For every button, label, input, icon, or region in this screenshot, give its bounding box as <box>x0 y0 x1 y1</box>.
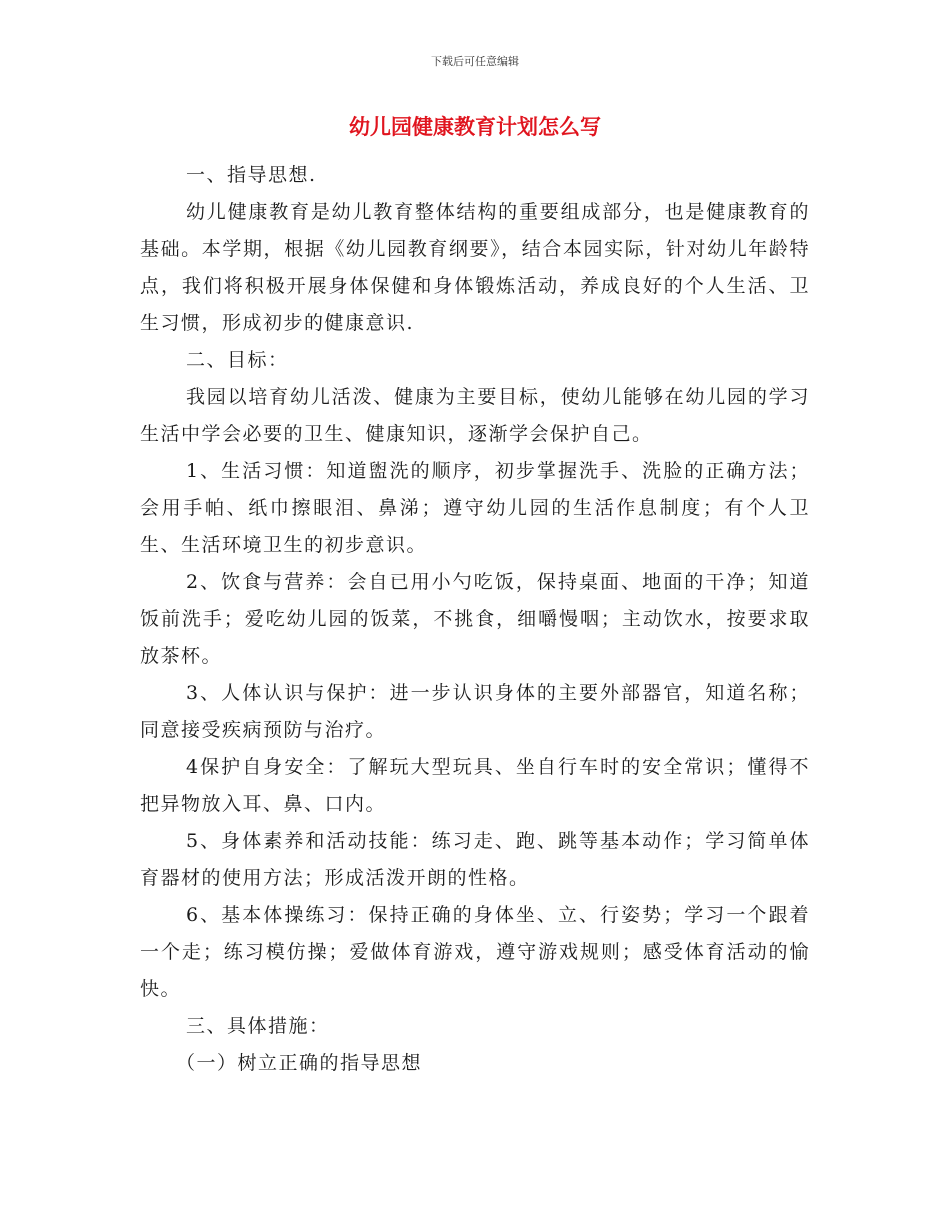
paragraph-guiding-ideology: 幼儿健康教育是幼儿教育整体结构的重要组成部分，也是健康教育的基础。本学期，根据《幼儿园教育纲要》，结合本园实际，针对幼儿年龄特点，我们将积极开展身体保健和身体锻炼活动，养成良好的个人生活、卫生习惯，形成初步的健康意识. <box>140 201 810 334</box>
section-heading-guiding-ideology: 一、指导思想. <box>186 164 317 186</box>
document-body <box>140 157 810 1082</box>
goal-item-diet-nutrition: 2、饮食与营养：会自已用小勺吃饭，保持桌面、地面的干净；知道饭前洗手；爱吃幼儿园的饭菜，不挑食，细嚼慢咽；主动饮水，按要求取放茶杯。 <box>140 571 810 667</box>
goal-item-physical-skills: 5、身体素养和活动技能：练习走、跑、跳等基本动作；学习简单体育器材的使用方法；形成活泼开朗的性格。 <box>140 830 810 889</box>
section-heading-goals: 二、目标： <box>186 349 289 371</box>
goal-item-body-knowledge: 3、人体认识与保护：进一步认识身体的主要外部器官，知道名称；同意接受疾病预防与治疗。 <box>140 682 810 741</box>
section-heading-measures: 三、具体措施： <box>186 1015 330 1037</box>
subsection-heading-1: （一）树立正确的指导思想 <box>176 1052 423 1074</box>
document-title: 幼儿园健康教育计划怎么写 <box>349 115 601 139</box>
header-note: 下载后可任意编辑 <box>431 55 519 68</box>
goal-item-living-habits: 1、生活习惯：知道盥洗的顺序，初步掌握洗手、洗脸的正确方法；会用手帕、纸巾擦眼泪、鼻涕；遵守幼儿园的生活作息制度；有个人卫生、生活环境卫生的初步意识。 <box>140 460 810 556</box>
goal-item-self-safety: 4保护自身安全：了解玩大型玩具、坐自行车时的安全常识；懂得不把异物放入耳、鼻、口内。 <box>140 756 810 815</box>
goal-item-gymnastics: 6、基本体操练习：保持正确的身体坐、立、行姿势；学习一个跟着一个走；练习模仿操；爱做体育游戏，遵守游戏规则；感受体育活动的愉快。 <box>140 904 810 1000</box>
paragraph-goals-intro: 我园以培育幼儿活泼、健康为主要目标，使幼儿能够在幼儿园的学习生活中学会必要的卫生、健康知识，逐渐学会保护自己。 <box>140 386 810 445</box>
